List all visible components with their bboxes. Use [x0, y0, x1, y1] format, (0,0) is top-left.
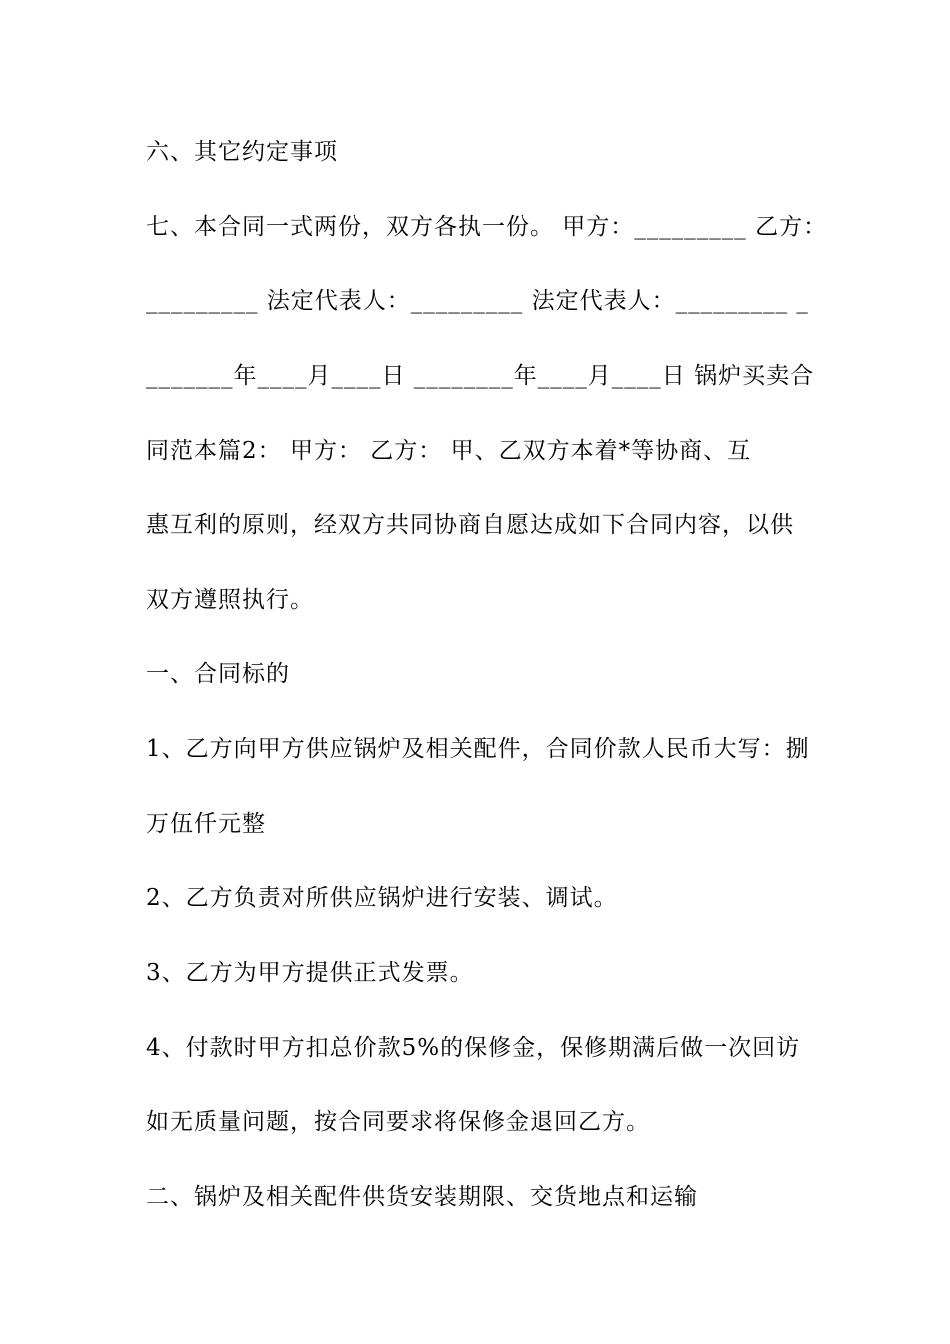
section-2-heading: 二、锅炉及相关配件供货安装期限、交货地点和运输 [146, 1184, 698, 1210]
contract-intro-line: 双方遵照执行。 [146, 587, 314, 613]
section-7-line: 七、本合同一式两份，双方各执一份。 甲方：_________ 乙方： [146, 214, 828, 240]
clause-2-line: 2、乙方负责对所供应锅炉进行安装、调试。 [146, 885, 618, 911]
signature-representative-line: _________ 法定代表人：_________ 法定代表人：_________ _ [146, 288, 809, 314]
section-6-heading: 六、其它约定事项 [146, 139, 338, 165]
signature-date-line: _______年____月____日 ________年____月____日 锅炉买卖合 [146, 363, 815, 389]
contract-intro-line: 惠互利的原则，经双方共同协商自愿达成如下合同内容，以供 [146, 512, 794, 538]
clause-3-line: 3、乙方为甲方提供正式发票。 [146, 960, 474, 986]
clause-1-line: 1、乙方向甲方供应锅炉及相关配件，合同价款人民币大写：捌 [146, 736, 810, 762]
contract-intro-line: 同范本篇2： 甲方： 乙方： 甲、乙双方本着*等协商、互 [146, 438, 752, 464]
clause-1-line: 万伍仟元整 [146, 811, 266, 837]
clause-4-line: 4、付款时甲方扣总价款5%的保修金，保修期满后做一次回访 [146, 1035, 801, 1061]
section-1-heading: 一、合同标的 [146, 661, 290, 687]
clause-4-line: 如无质量问题，按合同要求将保修金退回乙方。 [146, 1109, 650, 1135]
